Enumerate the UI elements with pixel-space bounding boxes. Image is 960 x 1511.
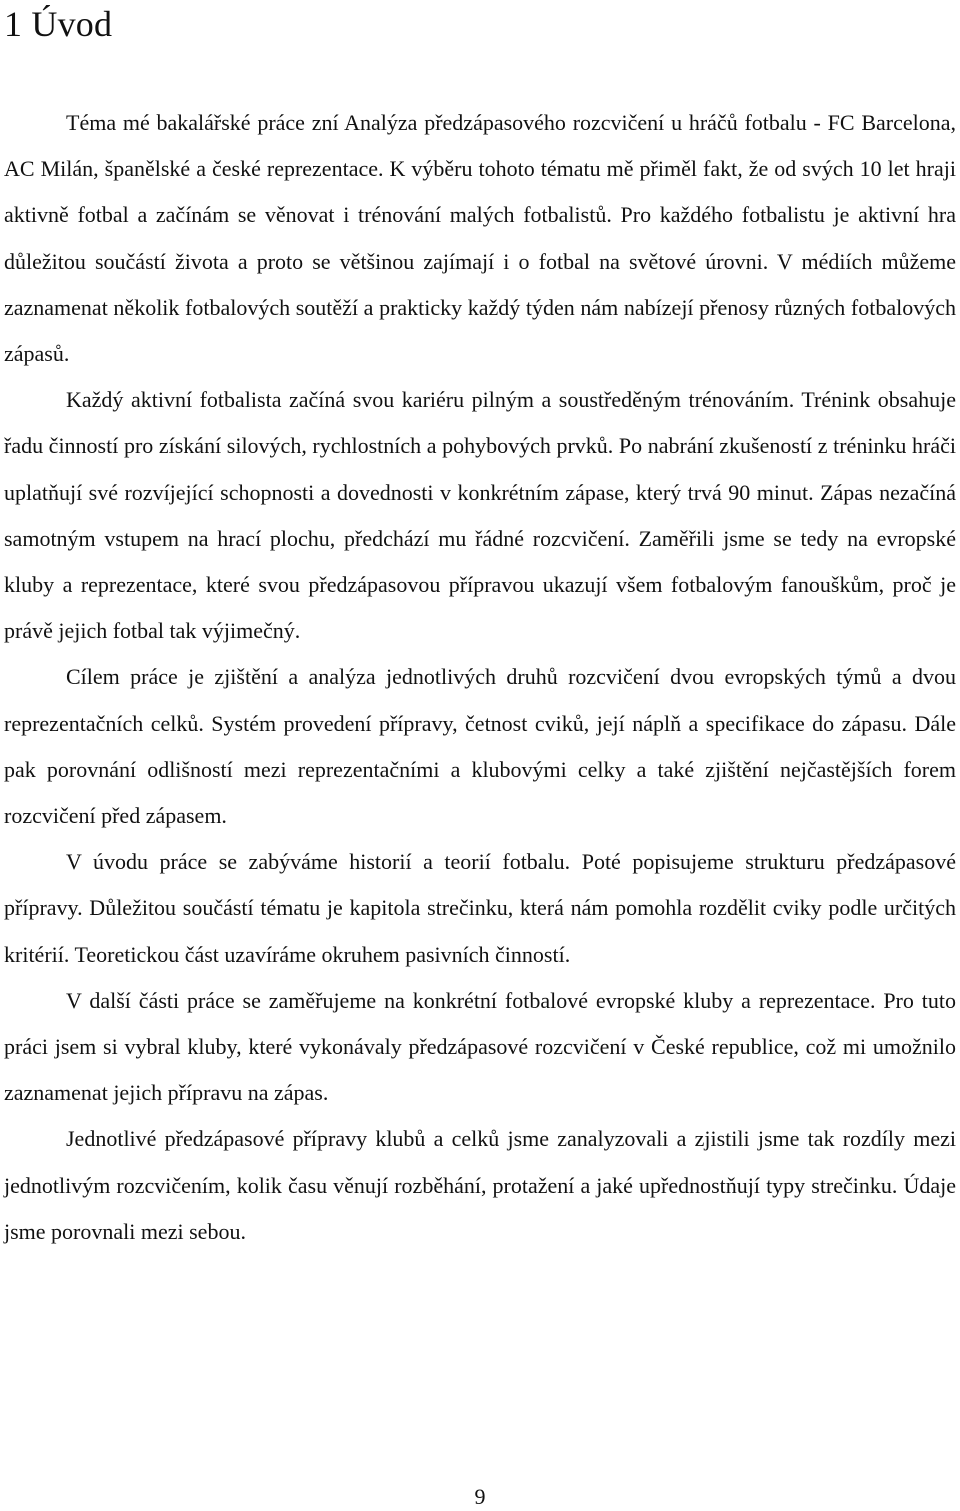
paragraph: Téma mé bakalářské práce zní Analýza předzápasového rozcvičení u hráčů fotbalu - FC Barcelona, AC Milán, španělské a české reprezentace. K výběru tohoto tématu mě přiměl fakt, že od svých 10 let hraji aktivně fotbal a začínám se věnovat i trénování malých fotbalistů. Pro každého fotbalistu je aktivní hra důležitou součástí života a proto se většinou zajímají i o fotbal na světové úrovni. V médiích můžeme zaznamenat několik fotbalových soutěží a prakticky každý týden nám nabízejí přenosy různých fotbalových zápasů. xyxy=(4,110,956,367)
document-page xyxy=(4,0,956,1511)
paragraph: V úvodu práce se zabýváme historií a teorií fotbalu. Poté popisujeme strukturu předzápasové přípravy. Důležitou součástí tématu je kapitola strečinku, která nám pomohla rozdělit cviky podle určitých kritérií. Teoretickou část uzavíráme okruhem pasivních činností. xyxy=(4,849,956,967)
page-number: 9 xyxy=(474,1484,486,1509)
chapter-heading: 1 Úvod xyxy=(4,4,113,44)
paragraph: V další části práce se zaměřujeme na konkrétní fotbalové evropské kluby a reprezentace. Pro tuto práci jsem si vybral kluby, které vykonávaly předzápasové rozcvičení v České republice, což mi umožnilo zaznamenat jejich přípravu na zápas. xyxy=(4,987,956,1106)
paragraph: Jednotlivé předzápasové přípravy klubů a celků jsme zanalyzovali a zjistili jsme tak rozdíly mezi jednotlivým rozcvičením, kolik času věnují rozběhání, protažení a jaké upřednostňují typy strečinku. Údaje jsme porovnali mezi sebou. xyxy=(4,1126,956,1244)
chapter-body xyxy=(4,100,956,1255)
paragraph: Každý aktivní fotbalista začíná svou kariéru pilným a soustředěným trénováním. Trénink obsahuje řadu činností pro získání silových, rychlostních a pohybových prvků. Po nabrání zkušeností z tréninku hráči uplatňují své rozvíjející schopnosti a dovednosti v konkrétním zápase, který trvá 90 minut. Zápas nezačíná samotným vstupem na hrací plochu, předchází mu řádné rozcvičení. Zaměřili jsme se tedy na evropské kluby a reprezentace, které svou předzápasovou přípravou ukazují všem fotbalovým fanouškům, proč je právě jejich fotbal tak výjimečný. xyxy=(4,387,956,644)
paragraph: Cílem práce je zjištění a analýza jednotlivých druhů rozcvičení dvou evropských týmů a dvou reprezentačních celků. Systém provedení přípravy, četnost cviků, její náplň a specifikace do zápasu. Dále pak porovnání odlišností mezi reprezentačními a klubovými celky a také zjištění nejčastějších forem rozcvičení před zápasem. xyxy=(4,664,956,829)
